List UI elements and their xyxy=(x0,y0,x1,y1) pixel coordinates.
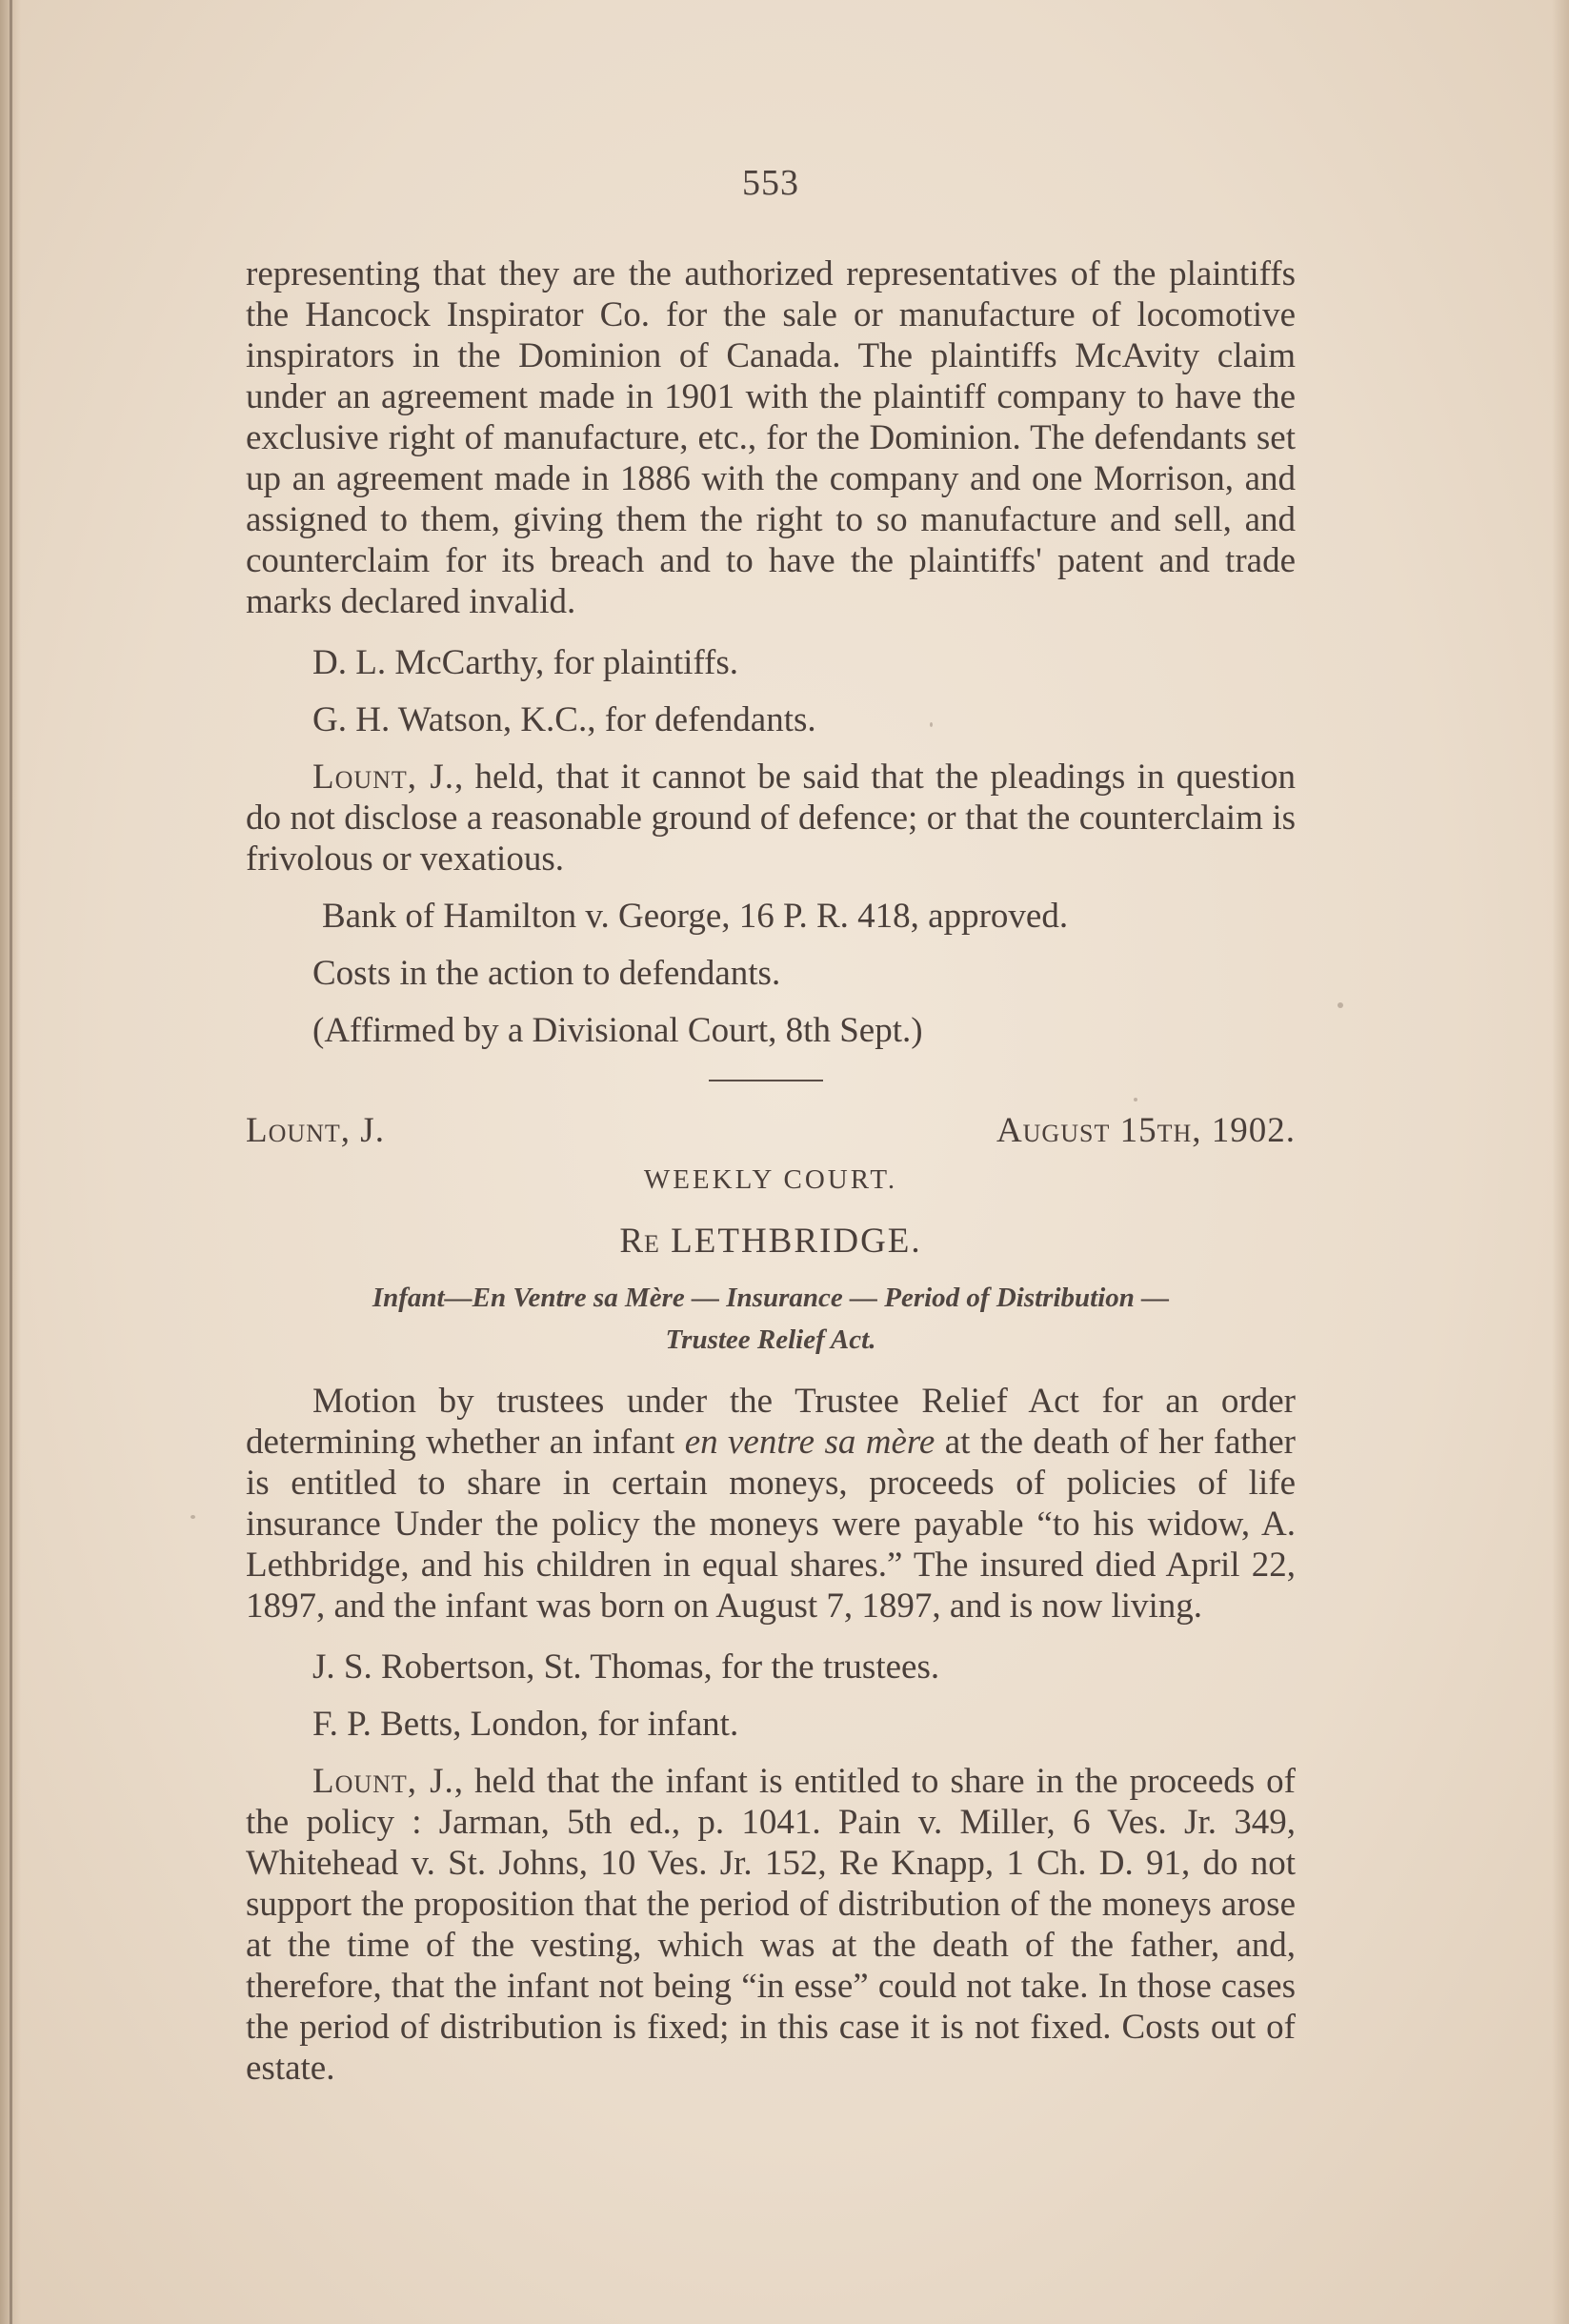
motion-paragraph xyxy=(246,1381,1296,1627)
case-title-name: LETHBRIDGE. xyxy=(659,1222,922,1261)
costs-note: Costs in the action to defendants. xyxy=(312,954,781,993)
case-dateline xyxy=(246,1110,1296,1151)
catchwords xyxy=(246,1277,1296,1361)
judge-name: Lount, J. xyxy=(312,1762,454,1801)
motion-text: at the death of her father is entitled to share in certain moneys, proceeds of policies of life insurance Under the policy the moneys were payable “to his widow, A. Lethbridge, and his children in equal shares.” The insured died April 22, 1897, and the infant was born on August 7, 1897, and is now living. xyxy=(246,1423,1296,1626)
counsel-infant: F. P. Betts, London, for infant. xyxy=(312,1705,739,1744)
court-name: WEEKLY COURT. xyxy=(643,1164,898,1195)
judge-name: Lount, J. xyxy=(312,758,454,797)
holding-paragraph xyxy=(246,1761,1296,2089)
holding-text: , held, that it cannot be said that the pleadings in question do not disclose a reasonable ground of defence; or that the counterclaim is frivolous or vexatious. xyxy=(246,758,1296,879)
case-title-prefix: Re xyxy=(619,1222,660,1261)
page-edge-shadow xyxy=(1552,0,1569,2324)
motion-latin-phrase: en ventre sa mère xyxy=(684,1423,935,1462)
section-divider xyxy=(709,1080,823,1081)
affirmed-note: (Affirmed by a Divisional Court, 8th Sept.) xyxy=(312,1011,923,1050)
holding-text: , held that the infant is entitled to share in the proceeds of the policy : Jarman, 5th ed., p. 1041. Pain v. Miller, 6 Ves. Jr. 349, Whitehead v. St. Johns, 10 Ves. Jr. 152, Re Knapp, 1 Ch. D. 91, do not support the proposition that the period of distribution of the moneys arose at the time of the vesting, which was at the death of the father, and, therefore, that the infant not being “in esse” could not take. In those cases the period of distribution is fixed; in this case it is not fixed. Costs out of estate. xyxy=(246,1762,1297,2088)
judge-name: Lount, J. xyxy=(246,1111,385,1150)
counsel-defendants: G. H. Watson, K.C., for defendants. xyxy=(312,700,816,739)
authority-citation: Bank of Hamilton v. George, 16 P. R. 418, approved. xyxy=(322,897,1069,936)
decision-date: August 15th, 1902. xyxy=(996,1111,1296,1150)
page-number: 553 xyxy=(742,163,799,203)
counsel-trustees: J. S. Robertson, St. Thomas, for the trustees. xyxy=(312,1647,940,1687)
case-summary-paragraph: representing that they are the authorized representatives of the plaintiffs the Hancock Inspirator Co. for the sale or manufacture of locomotive inspirators in the Dominion of Canada. The plaintiffs McAvity claim under an agreement made in 1901 with the plaintiff company to have the exclusive right of manufacture, etc., for the Dominion. The defendants set up an agreement made in 1886 with the company and one Morrison, and assigned to them, giving them the right to so manufacture and sell, and counterclaim for its breach and to have the plaintiffs' patent and trade marks declared invalid. xyxy=(246,254,1296,621)
holding-paragraph xyxy=(246,757,1296,879)
catchwords-line: Trustee Relief Act. xyxy=(665,1324,876,1355)
text-block xyxy=(246,162,1296,2089)
binding-edge-line xyxy=(10,0,12,2324)
motion-text: Motion by trustees under the Trustee Relief Act for an order determining whether an infant xyxy=(246,1382,1296,1462)
paper-speck xyxy=(1338,1002,1343,1008)
catchwords-line: Infant—En Ventre sa Mère — Insurance — Period of Distribution — xyxy=(372,1283,1170,1313)
paper-speck xyxy=(191,1515,195,1519)
counsel-plaintiffs: D. L. McCarthy, for plaintiffs. xyxy=(312,643,738,682)
case-title xyxy=(246,1220,1296,1263)
